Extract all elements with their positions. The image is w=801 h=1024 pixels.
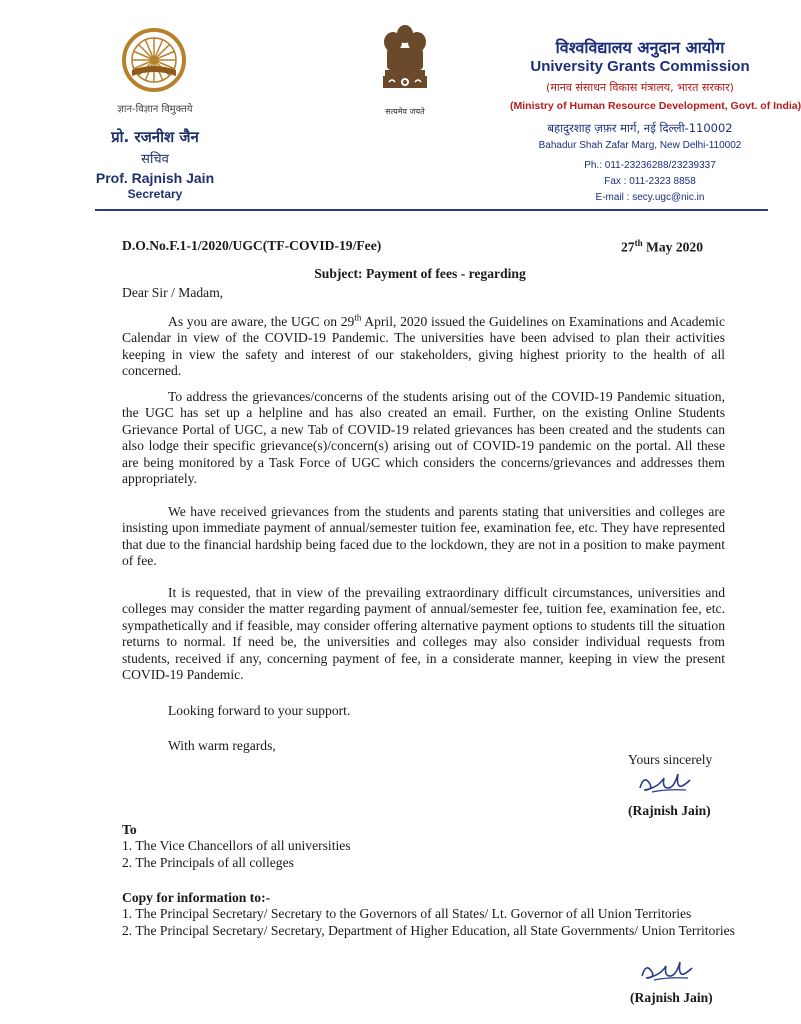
paragraph-1-rest: April, 2020 issued the Guidelines on Examinations and Academic Calendar in view of the COVID-19 Pandemic. The universities have been advised to plan their activities keeping in view the safety and interest of our stakeholders, giving highest priority to the health of all concerned. <box>122 314 725 379</box>
reference-number: D.O.No.F.1-1/2020/UGC(TF-COVID-19/Fee) <box>122 238 382 253</box>
ministry-english: (Ministry of Human Resource Development, Govt. of India) <box>510 100 801 112</box>
header-divider <box>95 209 768 211</box>
copy-block <box>122 890 740 939</box>
signature-icon <box>634 768 694 798</box>
copy-heading: Copy for information to:- <box>122 890 271 905</box>
looking-forward-line: Looking forward to your support. <box>168 703 351 718</box>
date-month-year: May 2020 <box>642 239 704 255</box>
email-address: E-mail : secy.ugc@nic.in <box>595 192 705 203</box>
recipients-heading: To <box>122 822 137 837</box>
date-day: 27 <box>621 239 635 255</box>
letter-date <box>621 238 703 256</box>
recipients-block <box>122 822 740 871</box>
paragraph-2: To address the grievances/concerns of the students arising out of the COVID-19 Pandemic situation, the UGC has set up a helpline and has also created an email. Further, on the existing Online Students Grievance Portal of UGC, a new Tab of COVID-19 related grievances has been created and the students can also lodge their specific grievance(s)/concern(s) arising out of COVID-19 pandemic on the portal. All these are being monitored by a Task Force of UGC which considers the concerns/grievances and addresses them appropriately. <box>122 389 725 487</box>
ministry-hindi: (मानव संसाधन विकास मंत्रालय, भारत सरकार) <box>546 81 734 94</box>
address-english: Bahadur Shah Zafar Marg, New Delhi-110002 <box>538 140 742 151</box>
paragraph-4: It is requested, that in view of the prevailing extraordinary difficult circumstances, universities and colleges may consider the matter regarding payment of annual/semester fee, tuition fee, examination fee, etc. sympathetically and if feasible, may consider offering alternative payment options to students till the situation returns to normal. If need be, the universities and colleges may also consider individual requests from students, received if any, concerning payment of fee, in a considerate manner, keeping in view the present COVID-19 Pandemic. <box>122 585 725 683</box>
date-suffix: th <box>634 238 643 248</box>
secretary-designation-hindi: सचिव <box>141 152 169 167</box>
paragraph-1-start: As you are aware, the UGC on 29 <box>168 314 355 329</box>
paragraph-3: We have received grievances from the students and parents stating that universities and colleges are insisting upon immediate payment of annual/semester tuition fee, examination fee, etc. They have represented that due to the financial hardship being faced due to the lockdown, they are not in a position to make payment of fee. <box>122 504 725 569</box>
copy-signatory-name: (Rajnish Jain) <box>630 990 713 1005</box>
fax-number: Fax : 011-2323 8858 <box>604 176 696 187</box>
recipient-item: 1. The Vice Chancellors of all universities <box>122 838 351 854</box>
ugc-logo-icon <box>118 24 190 96</box>
regards-line: With warm regards, <box>168 738 276 753</box>
recipient-item: 2. The Principals of all colleges <box>122 854 294 870</box>
paragraph-1 <box>122 314 725 380</box>
phone-number: Ph.: 011-23236288/23239337 <box>584 160 716 171</box>
salutation: Dear Sir / Madam, <box>122 285 224 300</box>
national-emblem-icon <box>377 22 433 102</box>
secretary-name-english: Prof. Rajnish Jain <box>95 170 215 186</box>
signatory-name: (Rajnish Jain) <box>628 803 711 818</box>
copy-item: 1. The Principal Secretary/ Secretary to the Governors of all States/ Lt. Governor of all Union Territories <box>122 906 692 922</box>
secretary-name-hindi: प्रो. रजनीश जैन <box>111 128 199 146</box>
secretary-designation-english: Secretary <box>127 187 183 201</box>
address-hindi: बहादुरशाह ज़फ़र मार्ग, नई दिल्ली-110002 <box>547 121 733 135</box>
signature-icon <box>636 956 696 986</box>
letter-subject: Subject: Payment of fees - regarding <box>314 266 526 281</box>
copy-item: 2. The Principal Secretary/ Secretary, Department of Higher Education, all State Governments/ Union Territories <box>122 922 735 938</box>
emblem-motto: सत्यमेव जयते <box>385 107 425 116</box>
org-name-english: University Grants Commission <box>530 58 750 75</box>
ugc-tagline: ज्ञान-विज्ञान विमुक्तये <box>117 104 193 115</box>
org-name-hindi: विश्वविद्यालय अनुदान आयोग <box>555 38 725 57</box>
paragraph-1-superscript: th <box>354 312 362 323</box>
yours-sincerely: Yours sincerely <box>628 752 713 767</box>
